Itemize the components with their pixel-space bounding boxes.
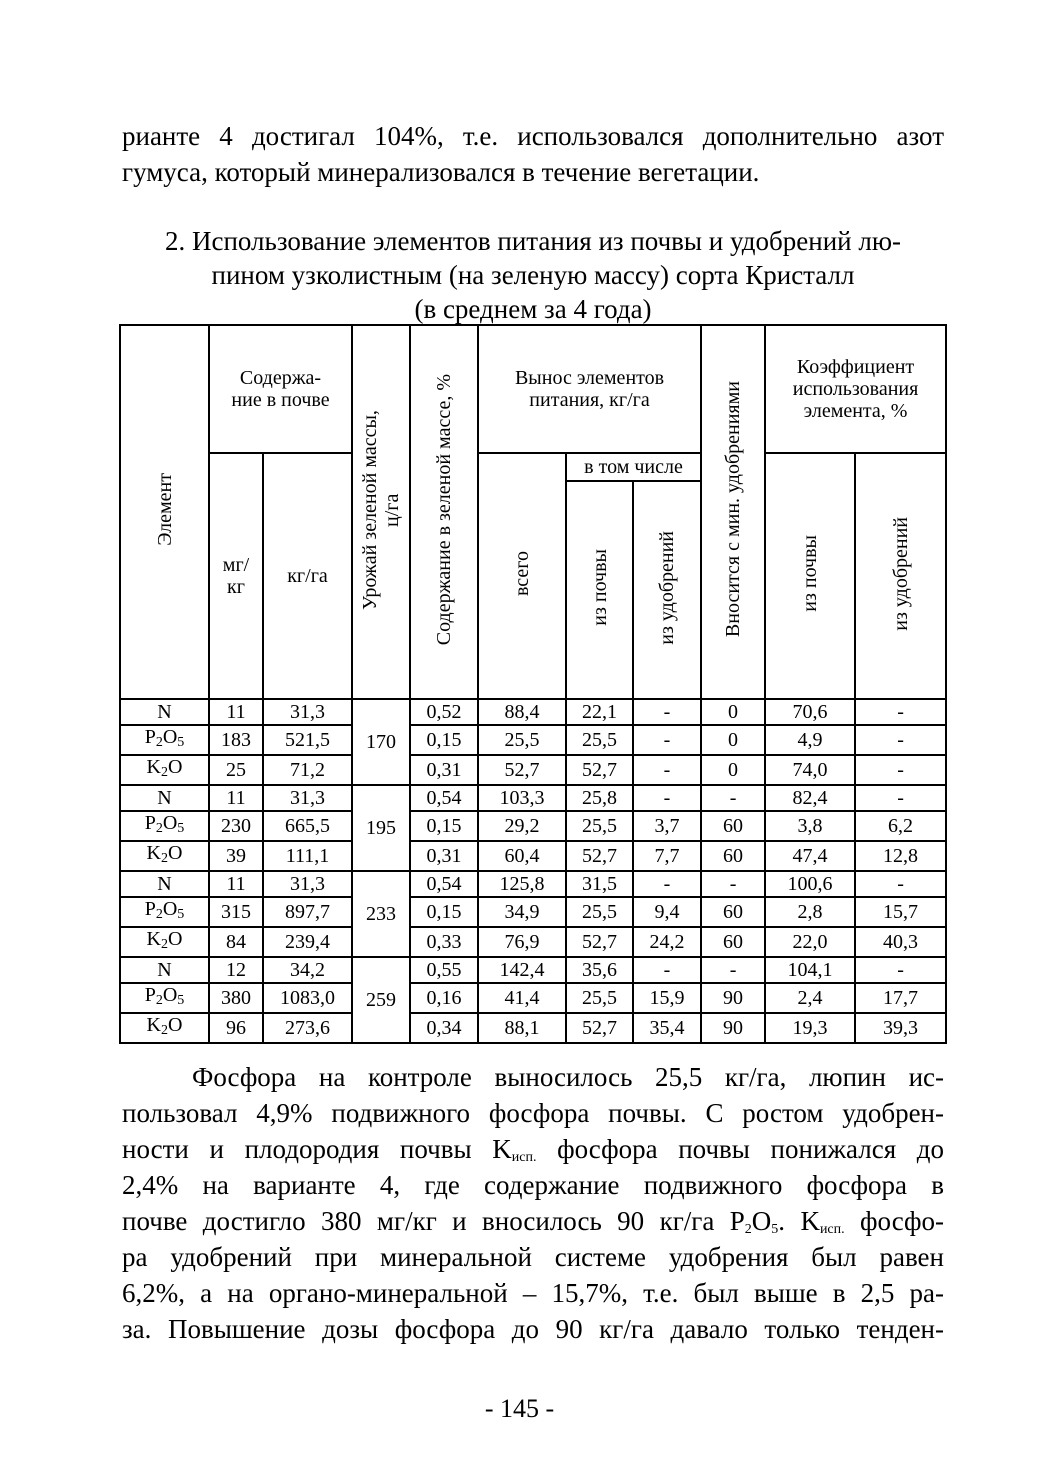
cell-applied: 90: [701, 983, 765, 1013]
cell-ksoil: 104,1: [765, 957, 855, 983]
cell-kg: 34,2: [263, 957, 352, 983]
cell-fert: 35,4: [633, 1013, 701, 1043]
header-mg-kg: мг/кг: [209, 453, 263, 699]
cell-fert: -: [633, 755, 701, 785]
cell-kfert: -: [855, 755, 946, 785]
cell-total: 29,2: [478, 811, 566, 841]
cell-ksoil: 100,6: [765, 871, 855, 897]
intro-line-2: гумуса, который минерализовался в течение вегетации.: [122, 157, 760, 187]
caption-line-3: (в среднем за 4 года): [414, 294, 652, 324]
cell-applied: 60: [701, 927, 765, 957]
cell-kfert: 39,3: [855, 1013, 946, 1043]
cell-applied: 60: [701, 897, 765, 927]
cell-kg: 31,3: [263, 699, 352, 725]
cell-kg: 521,5: [263, 725, 352, 755]
body-line: 2,4% на варианте 4, где содержание подвижного фосфора в: [122, 1170, 944, 1200]
cell-fert: 3,7: [633, 811, 701, 841]
cell-applied: 60: [701, 841, 765, 871]
cell-fert: 7,7: [633, 841, 701, 871]
cell-mg: 230: [209, 811, 263, 841]
cell-applied: 0: [701, 755, 765, 785]
body-paragraph: [122, 1059, 944, 1347]
cell-ksoil: 82,4: [765, 785, 855, 811]
cell-soil: 25,5: [566, 811, 633, 841]
cell-soil: 25,5: [566, 983, 633, 1013]
cell-applied: 60: [701, 811, 765, 841]
cell-kfert: -: [855, 871, 946, 897]
table-row: [120, 755, 946, 785]
cell-pct: 0,33: [410, 927, 478, 957]
cell-mg: 25: [209, 755, 263, 785]
cell-element: N: [120, 699, 209, 725]
cell-kg: 71,2: [263, 755, 352, 785]
page-number: - 145 -: [484, 1394, 555, 1423]
cell-soil: 31,5: [566, 871, 633, 897]
cell-mg: 315: [209, 897, 263, 927]
cell-element: N: [120, 785, 209, 811]
table-row: [120, 927, 946, 957]
caption-line-1: 2. Использование элементов питания из почвы и удобрений лю-: [164, 226, 901, 256]
cell-ksoil: 74,0: [765, 755, 855, 785]
header-soil-content: Содержа-ние в почве: [209, 325, 352, 453]
header-including: в том числе: [566, 453, 701, 481]
cell-pct: 0,15: [410, 897, 478, 927]
cell-ksoil: 19,3: [765, 1013, 855, 1043]
cell-soil: 25,5: [566, 725, 633, 755]
table-caption: [110, 224, 956, 326]
cell-element: $K_2O$: [120, 927, 209, 957]
cell-element: $K_2O$: [120, 841, 209, 871]
cell-kfert: 17,7: [855, 983, 946, 1013]
cell-kfert: 12,8: [855, 841, 946, 871]
body-line: ра удобрений при минеральной системе удобрения был равен: [122, 1242, 944, 1272]
cell-ksoil: 47,4: [765, 841, 855, 871]
header-coef-fert: из удобрений: [855, 453, 946, 699]
cell-yield: 170: [352, 699, 410, 785]
cell-fert: 24,2: [633, 927, 701, 957]
cell-applied: -: [701, 785, 765, 811]
cell-element: $P_2O_5$: [120, 811, 209, 841]
cell-kg: 665,5: [263, 811, 352, 841]
cell-soil: 25,8: [566, 785, 633, 811]
table-row: [120, 983, 946, 1013]
cell-pct: 0,34: [410, 1013, 478, 1043]
table-row: [120, 841, 946, 871]
body-line: ности и плодородия почвы $K_{исп.}$ фосфора почвы понижался до: [122, 1134, 945, 1165]
cell-total: 103,3: [478, 785, 566, 811]
cell-fert: -: [633, 725, 701, 755]
header-coef-soil: из почвы: [765, 453, 855, 699]
cell-fert: -: [633, 785, 701, 811]
cell-soil: 52,7: [566, 927, 633, 957]
cell-pct: 0,31: [410, 841, 478, 871]
cell-total: 52,7: [478, 755, 566, 785]
header-kg-ha: кг/га: [263, 453, 352, 699]
cell-ksoil: 70,6: [765, 699, 855, 725]
cell-applied: 0: [701, 725, 765, 755]
body-line: Фосфора на контроле выносилось 25,5 кг/га, люпин ис-: [192, 1062, 944, 1092]
cell-pct: 0,55: [410, 957, 478, 983]
header-removal: Вынос элементов питания, кг/га: [478, 325, 701, 453]
cell-kfert: 15,7: [855, 897, 946, 927]
header-total: всего: [478, 453, 566, 699]
cell-total: 142,4: [478, 957, 566, 983]
cell-total: 125,8: [478, 871, 566, 897]
cell-kg: 111,1: [263, 841, 352, 871]
cell-soil: 35,6: [566, 957, 633, 983]
cell-kfert: -: [855, 957, 946, 983]
cell-mg: 12: [209, 957, 263, 983]
caption-line-2: пином узколистным (на зеленую массу) сорта Кристалл: [211, 260, 855, 290]
body-line: за. Повышение дозы фосфора до 90 кг/га давало только тенден-: [122, 1314, 944, 1344]
cell-soil: 52,7: [566, 841, 633, 871]
header-from-fert: из удобрений: [633, 481, 701, 699]
cell-mg: 11: [209, 871, 263, 897]
header-green-content: Содержание в зеленой массе, %: [410, 325, 478, 699]
cell-yield: 195: [352, 785, 410, 871]
cell-kfert: -: [855, 699, 946, 725]
cell-ksoil: 2,4: [765, 983, 855, 1013]
cell-yield: 233: [352, 871, 410, 957]
cell-total: 25,5: [478, 725, 566, 755]
cell-ksoil: 2,8: [765, 897, 855, 927]
cell-element: $P_2O_5$: [120, 725, 209, 755]
cell-yield: 259: [352, 957, 410, 1043]
cell-mg: 84: [209, 927, 263, 957]
cell-soil: 52,7: [566, 1013, 633, 1043]
cell-ksoil: 22,0: [765, 927, 855, 957]
cell-pct: 0,16: [410, 983, 478, 1013]
cell-element: $K_2O$: [120, 755, 209, 785]
table-row: [120, 811, 946, 841]
cell-fert: 15,9: [633, 983, 701, 1013]
cell-soil: 25,5: [566, 897, 633, 927]
header-element: Элемент: [120, 325, 209, 699]
cell-fert: -: [633, 871, 701, 897]
cell-fert: 9,4: [633, 897, 701, 927]
nutrient-table: [119, 324, 947, 1044]
table-row: [120, 897, 946, 927]
intro-line-1: рианте 4 достигал 104%, т.е. использовался дополнительно азот: [122, 121, 944, 151]
cell-pct: 0,54: [410, 871, 478, 897]
header-coefficient: Коэффициент использования элемента, %: [765, 325, 946, 453]
cell-pct: 0,52: [410, 699, 478, 725]
table-row: [120, 785, 946, 811]
table-row: [120, 699, 946, 725]
cell-mg: 39: [209, 841, 263, 871]
cell-total: 60,4: [478, 841, 566, 871]
cell-total: 88,1: [478, 1013, 566, 1043]
cell-total: 76,9: [478, 927, 566, 957]
cell-soil: 22,1: [566, 699, 633, 725]
cell-element: $P_2O_5$: [120, 897, 209, 927]
table-row: [120, 871, 946, 897]
intro-paragraph: [122, 118, 944, 190]
cell-kfert: 40,3: [855, 927, 946, 957]
header-yield: Урожай зеленой массы, ц/га: [352, 325, 410, 699]
cell-pct: 0,15: [410, 811, 478, 841]
cell-element: $P_2O_5$: [120, 983, 209, 1013]
cell-kfert: -: [855, 785, 946, 811]
cell-kg: 273,6: [263, 1013, 352, 1043]
header-applied: Вносится с мин. удобрениями: [701, 325, 765, 699]
table-row: [120, 957, 946, 983]
cell-kg: 897,7: [263, 897, 352, 927]
cell-applied: 90: [701, 1013, 765, 1043]
table-row: [120, 725, 946, 755]
cell-pct: 0,15: [410, 725, 478, 755]
cell-total: 34,9: [478, 897, 566, 927]
cell-ksoil: 3,8: [765, 811, 855, 841]
cell-mg: 96: [209, 1013, 263, 1043]
cell-pct: 0,31: [410, 755, 478, 785]
cell-element: $K_2O$: [120, 1013, 209, 1043]
cell-element: N: [120, 957, 209, 983]
cell-soil: 52,7: [566, 755, 633, 785]
cell-element: N: [120, 871, 209, 897]
cell-mg: 11: [209, 785, 263, 811]
cell-kg: 239,4: [263, 927, 352, 957]
cell-total: 88,4: [478, 699, 566, 725]
cell-kg: 31,3: [263, 871, 352, 897]
cell-pct: 0,54: [410, 785, 478, 811]
cell-kg: 1083,0: [263, 983, 352, 1013]
cell-kg: 31,3: [263, 785, 352, 811]
body-line: пользовал 4,9% подвижного фосфора почвы. С ростом удобрен-: [122, 1098, 944, 1128]
cell-kfert: -: [855, 725, 946, 755]
cell-fert: -: [633, 957, 701, 983]
cell-fert: -: [633, 699, 701, 725]
header-from-soil: из почвы: [566, 481, 633, 699]
cell-kfert: 6,2: [855, 811, 946, 841]
cell-applied: -: [701, 957, 765, 983]
cell-applied: 0: [701, 699, 765, 725]
table-row: [120, 1013, 946, 1043]
cell-mg: 11: [209, 699, 263, 725]
cell-applied: -: [701, 871, 765, 897]
cell-total: 41,4: [478, 983, 566, 1013]
cell-mg: 183: [209, 725, 263, 755]
body-line: 6,2%, а на органо-минеральной – 15,7%, т.е. был выше в 2,5 ра-: [122, 1278, 944, 1308]
cell-mg: 380: [209, 983, 263, 1013]
cell-ksoil: 4,9: [765, 725, 855, 755]
body-line: почве достигло 380 мг/кг и вносилось 90 кг/га $P_2O_5$. $K_{исп.}$ фосфо-: [122, 1206, 945, 1237]
